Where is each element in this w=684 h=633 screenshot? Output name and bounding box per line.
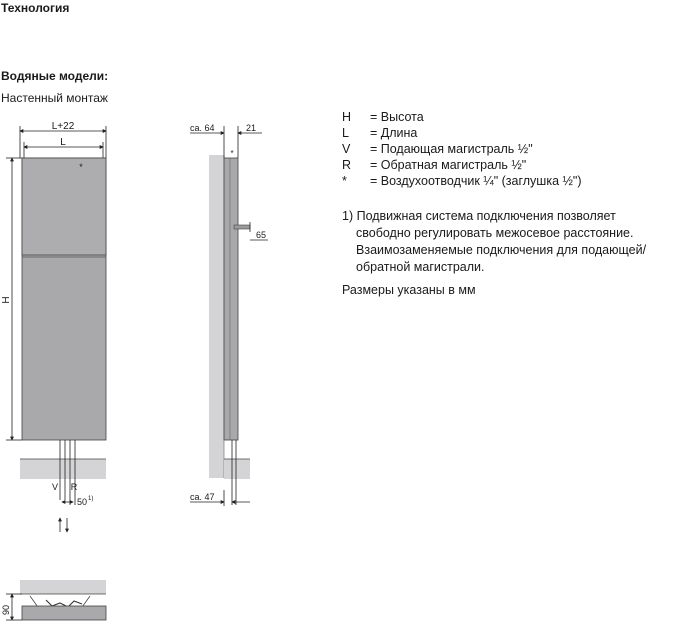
bracket: [234, 225, 250, 229]
dim-ca-47: ca. 47: [190, 492, 215, 502]
floor: [20, 459, 106, 479]
side-view: [190, 123, 268, 506]
top-view: [1, 580, 106, 620]
air-vent-mark: *: [79, 162, 83, 172]
radiator-upper-panel: [22, 158, 106, 255]
legend-row: * = Воздухоотводчик ¼" (заглушка ½"): [342, 174, 582, 188]
footnote: 1) Подвижная система подключения позволяет свободно регулировать межосевое расстояние. Взаимозаменяемые подключения для подающей/ обратной магистрали.: [342, 209, 647, 274]
dim-90: 90: [1, 604, 11, 616]
top-view-wall: [20, 580, 106, 594]
dim-spacing-note: 1): [88, 496, 94, 502]
front-view: [1, 121, 106, 532]
label-v: V: [51, 482, 59, 492]
side-air-vent-mark: *: [230, 149, 234, 158]
mounting-type: Настенный монтаж: [1, 91, 108, 105]
dim-spacing: 50: [77, 497, 88, 507]
dim-l-plus-22: L+22: [51, 121, 75, 132]
page-title: Технология: [1, 1, 70, 15]
wall: [209, 155, 224, 478]
dim-h: H: [1, 296, 12, 304]
dim-l: L: [60, 137, 66, 148]
top-view-panel: [22, 606, 106, 620]
legend-row: R = Обратная магистраль ½": [342, 158, 527, 172]
dim-65: 65: [256, 230, 267, 240]
side-floor: [224, 459, 250, 479]
radiator-side-panel: [224, 158, 238, 440]
legend-row: V = Подающая магистраль ½": [342, 142, 533, 156]
dim-21: 21: [246, 123, 257, 133]
legend-row: L = Длина: [342, 126, 418, 140]
section-title: Водяные модели:: [1, 69, 109, 83]
units-note: Размеры указаны в мм: [342, 283, 476, 297]
legend-row: H = Высота: [342, 110, 424, 124]
legend: [342, 109, 582, 189]
label-r: R: [70, 482, 78, 492]
dim-ca-64: ca. 64: [190, 123, 215, 133]
